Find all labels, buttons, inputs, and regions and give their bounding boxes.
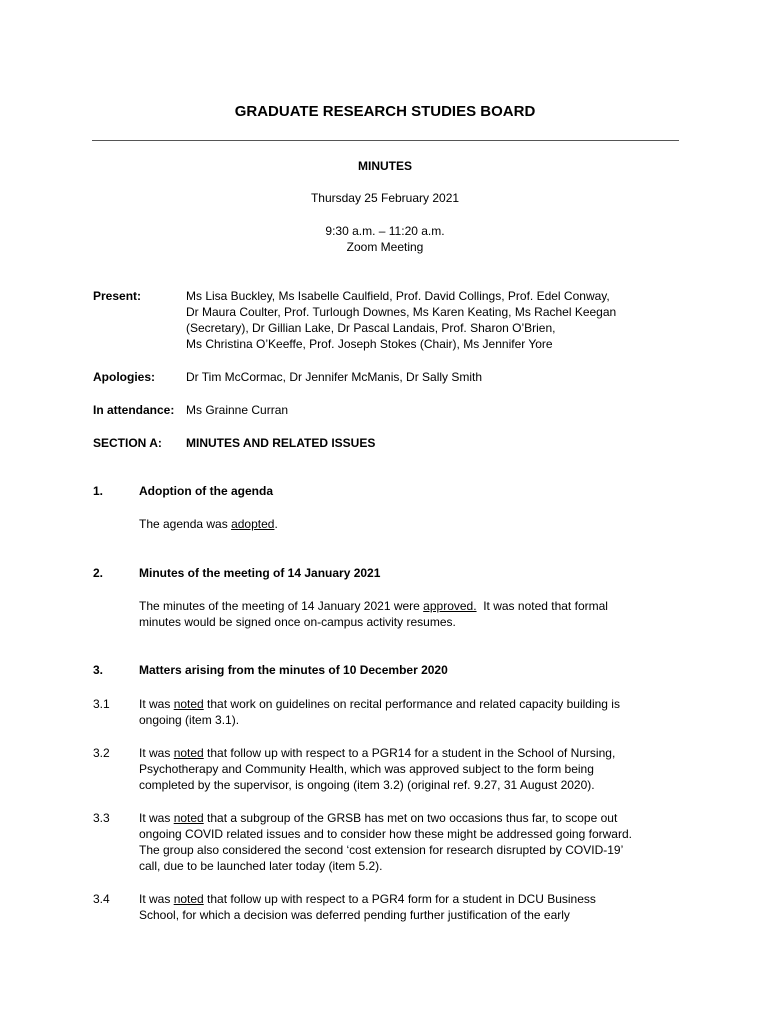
present-line: Ms Lisa Buckley, Ms Isabelle Caulfield, Prof. David Collings, Prof. Edel Conway,	[186, 289, 610, 303]
section-title: MINUTES AND RELATED ISSUES	[186, 436, 376, 450]
present-line: Dr Maura Coulter, Prof. Turlough Downes, Ms Karen Keating, Ms Rachel Keegan	[186, 305, 617, 319]
subitem-text: It was noted that follow up with respect to a PGR4 form for a student in DCU Business	[139, 892, 596, 906]
item-heading: Matters arising from the minutes of 10 December 2020	[139, 663, 448, 677]
apologies-names: Dr Tim McCormac, Dr Jennifer McManis, Dr Sally Smith	[186, 370, 483, 384]
section-label: SECTION A:	[93, 436, 162, 450]
decision-keyword: noted	[173, 892, 204, 906]
minutes-heading: MINUTES	[358, 159, 412, 173]
decision-keyword: noted	[173, 746, 204, 760]
item-heading: Adoption of the agenda	[139, 484, 273, 498]
in-attendance-names: Ms Grainne Curran	[186, 403, 289, 417]
apologies-label: Apologies:	[93, 370, 155, 384]
subitem-text: ongoing COVID related issues and to consider how these might be addressed going forward.	[139, 827, 632, 841]
item-number: 1.	[93, 484, 104, 498]
subitem-number: 3.1	[93, 697, 110, 711]
present-line: Ms Christina O’Keeffe, Prof. Joseph Stokes (Chair), Ms Jennifer Yore	[186, 337, 553, 351]
subitem-text: It was noted that a subgroup of the GRSB has met on two occasions thus far, to scope out	[139, 811, 618, 825]
in-attendance-label: In attendance:	[93, 403, 175, 417]
decision-keyword: noted	[173, 697, 204, 711]
subitem-number: 3.2	[93, 746, 110, 760]
subitem-number: 3.3	[93, 811, 110, 825]
item-text: The minutes of the meeting of 14 January 2021 were approved. It was noted that formal	[139, 599, 608, 613]
subitem-text: It was noted that follow up with respect to a PGR14 for a student in the School of Nursing,	[139, 746, 616, 760]
meeting-time: 9:30 a.m. – 11:20 a.m.	[325, 224, 445, 238]
item-text: minutes would be signed once on-campus activity resumes.	[139, 615, 456, 629]
subitem-text: ongoing (item 3.1).	[139, 713, 240, 727]
subitem-text: The group also considered the second ‘cost extension for research disrupted by COVID-19’	[139, 843, 624, 857]
item-number: 3.	[93, 663, 104, 677]
item-heading: Minutes of the meeting of 14 January 2021	[139, 566, 381, 580]
decision-keyword: approved.	[423, 599, 477, 613]
present-line: (Secretary), Dr Gillian Lake, Dr Pascal Landais, Prof. Sharon O’Brien,	[186, 321, 556, 335]
subitem-number: 3.4	[93, 892, 110, 906]
subitem-text: call, due to be launched later today (item 5.2).	[139, 859, 383, 873]
present-label: Present:	[93, 289, 142, 303]
item-text: The agenda was adopted.	[139, 517, 278, 531]
title-divider	[92, 140, 679, 141]
subitem-text: School, for which a decision was deferred pending further justification of the early	[139, 908, 570, 922]
decision-keyword: noted	[173, 811, 204, 825]
item-number: 2.	[93, 566, 104, 580]
subitem-text: Psychotherapy and Community Health, which was approved subject to the form being	[139, 762, 594, 776]
subitem-text: It was noted that work on guidelines on recital performance and related capacity building is	[139, 697, 620, 711]
subitem-text: completed by the supervisor, is ongoing (item 3.2) (original ref. 9.27, 31 August 2020).	[139, 778, 595, 792]
meeting-date: Thursday 25 February 2021	[310, 191, 460, 205]
meeting-venue: Zoom Meeting	[346, 240, 424, 254]
decision-keyword: adopted	[231, 517, 275, 531]
document-title: GRADUATE RESEARCH STUDIES BOARD	[234, 103, 536, 120]
